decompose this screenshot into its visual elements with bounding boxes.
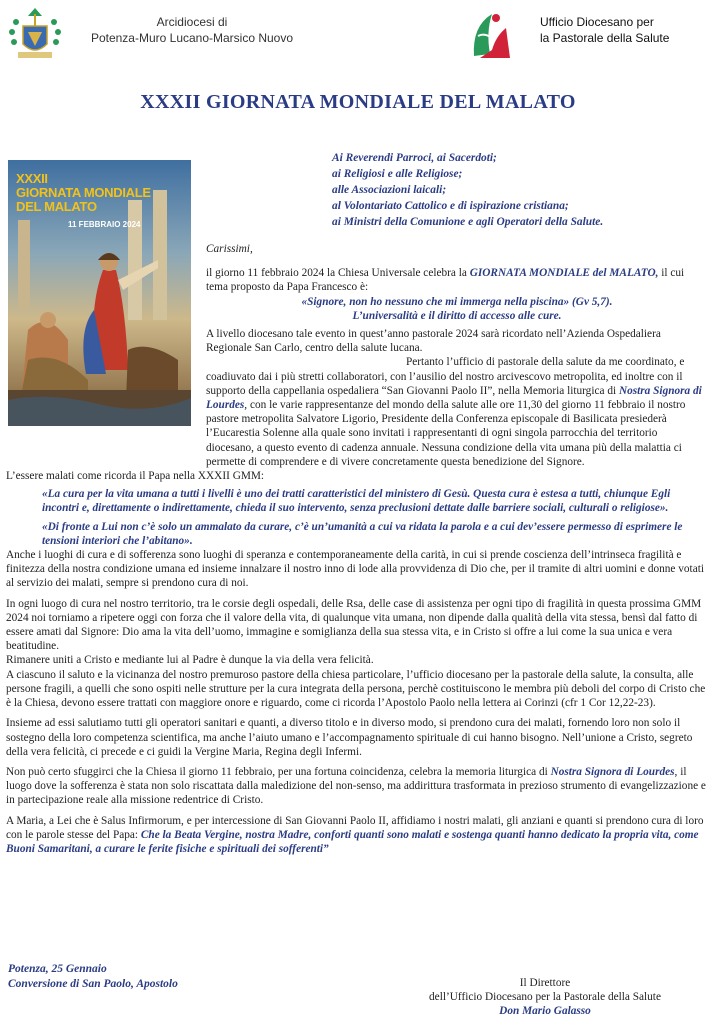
- letterhead: [0, 0, 716, 70]
- addressees: [332, 150, 712, 230]
- feast-line: Conversione di San Paolo, Apostolo: [8, 978, 178, 990]
- diocese-line1: Arcidiocesi di: [156, 15, 228, 29]
- intro-text-end: il cui tema proposto da Papa Francesco è:: [206, 267, 685, 294]
- theme-quote-line2: L’universalità e il diritto di accesso alle cure.: [352, 309, 562, 322]
- lourdes-title: Nostra Signora di Lourdes: [550, 765, 675, 778]
- paragraph-intro: [206, 266, 708, 294]
- pope-quote-1: «La cura per la vita umana a tutti i livelli è uno dei tratti caratteristici del ministero di Gesù. Questa cura è estesa a tutti, chiunque Egli incontri e, direttamente o indirettamente, chieda il suo intervento, senza preclusioni dettate dalle barriere sociali, culturali o religiose».: [42, 488, 671, 515]
- poster-title-line2: GIORNATA MONDIALE: [16, 185, 151, 200]
- lourdes-text: Non può certo sfuggirci che la Chiesa il giorno 11 febbraio, per una fortuna coincidenza, celebra la memoria liturgica di: [6, 765, 551, 778]
- celebration-text: Pertanto l’ufficio di pastorale della salute da me coordinato, e coadiuvato dai i più stretti collaboratori, con l’ausilio del nostro arcivescovo metropolita, ed inoltre con il supporto della cappellania ospedaliera “San Giovanni Paolo II”, nella Memoria liturgica di: [206, 356, 685, 397]
- paragraph-celebration: [206, 355, 708, 469]
- place-date-line: Potenza, 25 Gennaio: [8, 963, 107, 975]
- event-name: GIORNATA MONDIALE del MALATO,: [469, 267, 659, 280]
- greeting: [206, 242, 708, 256]
- poster-date: 11 FEBBRAIO 2024: [68, 220, 141, 229]
- paragraph-territory: In ogni luogo di cura nel nostro territorio, tra le corsie degli ospedali, delle Rsa, delle case di assistenza per ogni tipo di fragilità in questa prossima GMM 2024 noi torniamo a ripetere oggi con forza che il valore della vita, di qualunque vita umana, non dipende dalla qualità della vita stessa, bensì dal fatto di essere amati dal Signore: Dio ama la vita dell’uomo, immagine e somiglianza della sua stessa vita, e in Cristo si offre a lui come la sua unica e vera beatitudine.: [6, 597, 702, 653]
- diocese-name: [72, 14, 312, 46]
- diocese-line2: Potenza-Muro Lucano-Marsico Nuovo: [90, 31, 294, 45]
- lourdes-text-end: , il luogo dove la sofferenza è stata non solo riscattata dalla maledizione del non-senso, ma addirittura trasformata in prezioso strumento di evangelizzazione e in partecipazione reale alla missione redentrice di Cristo.: [6, 765, 706, 807]
- paragraph-mary: [6, 814, 708, 857]
- addressee-line: al Volontariato Cattolico e di ispirazione cristiana;: [332, 200, 569, 212]
- signer-role: Il Direttore: [519, 977, 571, 989]
- page-title: XXXII GIORNATA MONDIALE DEL MALATO: [140, 91, 576, 113]
- signature-block: [400, 976, 690, 1018]
- celebration-text-end: , con le varie rappresentanze del mondo della salute alle ore 11,30 del giorno 11 febbraio il nostro pastore metropolita Salvatore Ligorio, Presidente della Conferenza episcopale di Basilicata presiederà l’Eucarestia Solenne alla quale sono invitati i rappresentanti di ogni singola parrocchia del territorio diocesano, a questo evento di cadenza annuale. Nessuna condizione della vita umana più della malattia ci permette di comprendere e di vivere concretamente questa benedizione del Signore.: [206, 399, 686, 468]
- signer-name: Don Mario Galasso: [499, 1005, 591, 1017]
- pastoral-health-logo-icon: [466, 6, 516, 62]
- office-line2: la Pastorale della Salute: [540, 31, 670, 45]
- mary-text: A Maria, a Lei che è Salus Infirmorum, e per intercessione di San Giovanni Paolo II, affidiamo i nostri malati, gli anziani e quanti si prendono cura di loro con le parole stesse del Papa:: [6, 814, 704, 841]
- addressee-line: ai Ministri della Comunione e agli Operatori della Salute.: [332, 216, 604, 228]
- poster-title-line3: DEL MALATO: [16, 199, 97, 214]
- place-date: [8, 962, 178, 992]
- paragraph-diocesan-event: A livello diocesano tale evento in quest’anno pastorale 2024 sarà ricordato nell’Azienda Ospedaliera Regionale San Carlo, centro della salute lucana.: [206, 328, 661, 355]
- addressee-line: alle Associazioni laicali;: [332, 184, 447, 196]
- poster-title: [16, 172, 151, 214]
- signer-office: dell’Ufficio Diocesano per la Pastorale della Salute: [429, 991, 661, 1003]
- pope-prayer: Che la Beata Vergine, nostra Madre, conforti quanti sono malati e sostenga quanti hanno dedicato la propria vita, come Buoni Samaritani, a curare le ferite fisiche e spirituali dei sofferenti”: [6, 828, 699, 855]
- paragraph-places-of-care: Anche i luoghi di cura e di sofferenza sono luoghi di speranza e contemporaneamente della carità, in cui si prende coscienza dell’intrinseca fragilità e finitezza della nostra condizione umana ed insieme innalzare il nostro inno di lode alla provvidenza di Dio che, per il tramite di altri uomini e donne votati al servizio dei malati, sempre si prendono cura di noi.: [6, 549, 704, 590]
- addressee-line: ai Religiosi e alle Religiose;: [332, 168, 463, 180]
- pope-quote-2: «Di fronte a Lui non c’è solo un ammalato da curare, c’è un’umanità a cui va ridata la parola e a cui dev’essere permesso di esprimere le tensioni interiori che l’abitano».: [42, 520, 683, 547]
- addressee-line: Ai Reverendi Parroci, ai Sacerdoti;: [332, 152, 497, 164]
- letter-body: [6, 242, 708, 856]
- intro-text: il giorno 11 febbraio 2024 la Chiesa Universale celebra la: [206, 267, 470, 280]
- lourdes-mention: Nostra Signora di Lourdes: [206, 384, 702, 412]
- archdiocese-crest-icon: [6, 4, 64, 64]
- office-line1: Ufficio Diocesano per: [540, 15, 654, 29]
- paragraph-union: Rimanere uniti a Cristo e mediante lui al Padre è dunque la via della vera felicità.: [6, 654, 374, 667]
- paragraph-lourdes: [6, 765, 708, 808]
- theme-quote-line1: «Signore, non ho nessuno che mi immerga nella piscina» (Gv 5,7).: [301, 295, 613, 308]
- paragraph-operators: Insieme ad essi salutiamo tutti gli operatori sanitari e quanti, a diverso titolo e in diverso modo, si prendono cura dei malati, fornendo loro non solo il sostegno della loro competenza scientifica, ma anche l’aiuto umano e l’accompagnamento spirituale di cui hanno bisogno. Nell’unione a Cristo, segreto della vera felicità, ci precede e ci guidi la Vergine Maria, Regina degli Infermi.: [6, 717, 693, 758]
- paragraph-pope-intro: L’essere malati come ricorda il Papa nella XXXII GMM:: [6, 470, 265, 483]
- paragraph-greeting: A ciascuno il saluto e la vicinanza del nostro premuroso pastore della chiesa particolare, l’ufficio diocesano per la pastorale della salute, la consulta, alle persone fragili, a quelli che sono ospiti nelle strutture per la cura integrata della persona, perchè costituiscono le membra più deboli del corpo di Cristo che è la Chiesa, devono essere trattati con maggiore onore e riguardo, come ci ricorda l’Apostolo Paolo nella lettera ai Corinzi (cfr 1 Cor 12,22-23).: [6, 668, 706, 710]
- greeting-text: Carissimi,: [206, 243, 253, 255]
- poster-title-line1: XXXII: [16, 171, 48, 186]
- office-name: [540, 14, 710, 46]
